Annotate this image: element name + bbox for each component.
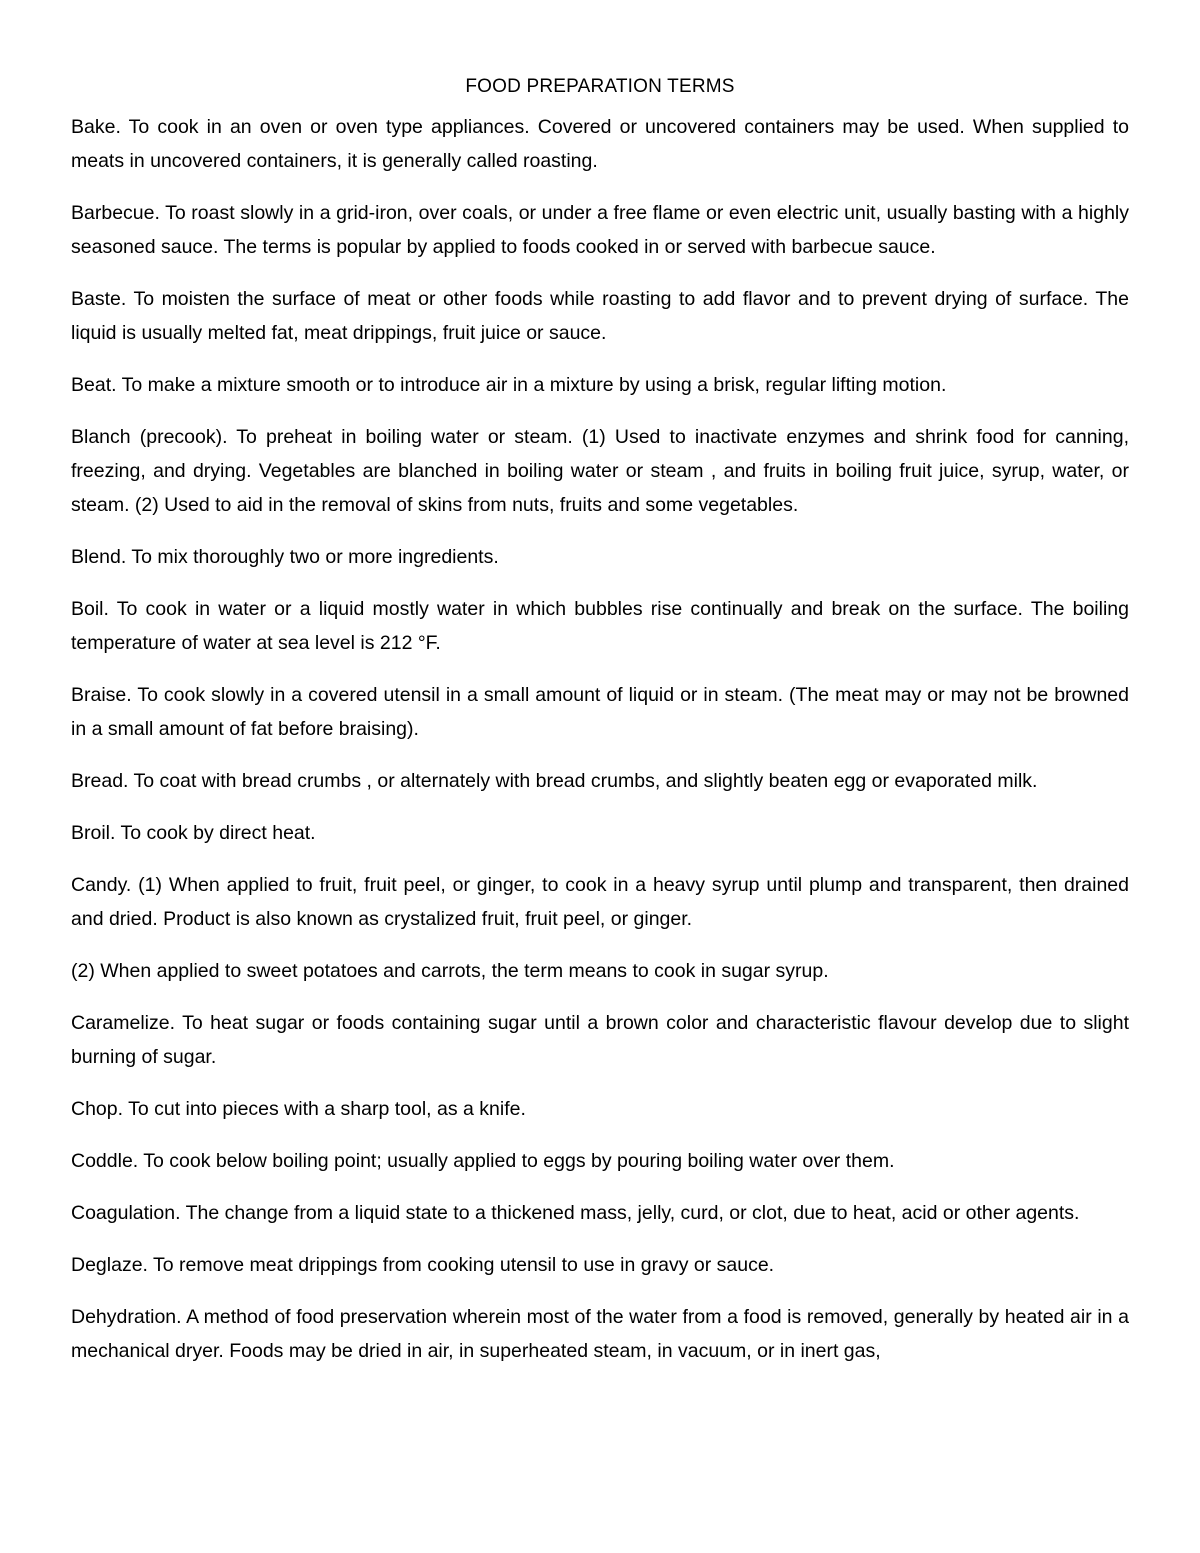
term-caramelize: Caramelize. To heat sugar or foods containing sugar until a brown color and characteristic flavour develop due to slight burning of sugar. (71, 1012, 1129, 1068)
term-boil: Boil. To cook in water or a liquid mostly water in which bubbles rise continually and break on the surface. The boiling temperature of water at sea level is 212 °F. (71, 598, 1129, 654)
term-braise: Braise. To cook slowly in a covered utensil in a small amount of liquid or in steam. (The meat may or may not be browned in a small amount of fat before braising). (71, 684, 1129, 740)
term-coagulation: Coagulation. The change from a liquid state to a thickened mass, jelly, curd, or clot, due to heat, acid or other agents. (71, 1202, 1080, 1224)
term-candy-part-2: (2) When applied to sweet potatoes and carrots, the term means to cook in sugar syrup. (71, 960, 829, 982)
term-chop: Chop. To cut into pieces with a sharp tool, as a knife. (71, 1098, 526, 1120)
term-barbecue: Barbecue. To roast slowly in a grid-iron, over coals, or under a free flame or even electric unit, usually basting with a highly seasoned sauce. The terms is popular by applied to foods cooked in or served with barbecue sauce. (71, 202, 1129, 258)
term-broil: Broil. To cook by direct heat. (71, 822, 316, 844)
term-candy: Candy. (1) When applied to fruit, fruit peel, or ginger, to cook in a heavy syrup until plump and transparent, then drained and dried. Product is also known as crystalized fruit, fruit peel, or ginger. (71, 874, 1129, 930)
term-baste: Baste. To moisten the surface of meat or other foods while roasting to add flavor and to prevent drying of surface. The liquid is usually melted fat, meat drippings, fruit juice or sauce. (71, 288, 1129, 344)
document-page (71, 74, 1129, 1386)
term-blanch: Blanch (precook). To preheat in boiling water or steam. (1) Used to inactivate enzymes and shrink food for canning, freezing, and drying. Vegetables are blanched in boiling water or steam , and fruits in boiling fruit juice, syrup, water, or steam. (2) Used to aid in the removal of skins from nuts, fruits and some vegetables. (71, 426, 1129, 516)
term-dehydration: Dehydration. A method of food preservation wherein most of the water from a food is removed, generally by heated air in a mechanical dryer. Foods may be dried in air, in superheated steam, in vacuum, or in inert gas, (71, 1306, 1129, 1362)
term-coddle: Coddle. To cook below boiling point; usually applied to eggs by pouring boiling water over them. (71, 1150, 895, 1172)
term-blend: Blend. To mix thoroughly two or more ingredients. (71, 546, 499, 568)
term-beat: Beat. To make a mixture smooth or to introduce air in a mixture by using a brisk, regular lifting motion. (71, 374, 947, 396)
term-bread: Bread. To coat with bread crumbs , or alternately with bread crumbs, and slightly beaten egg or evaporated milk. (71, 770, 1038, 792)
term-bake: Bake. To cook in an oven or oven type appliances. Covered or uncovered containers may be used. When supplied to meats in uncovered containers, it is generally called roasting. (71, 116, 1129, 172)
term-deglaze: Deglaze. To remove meat drippings from cooking utensil to use in gravy or sauce. (71, 1254, 775, 1276)
document-title: FOOD PREPARATION TERMS (465, 76, 735, 97)
